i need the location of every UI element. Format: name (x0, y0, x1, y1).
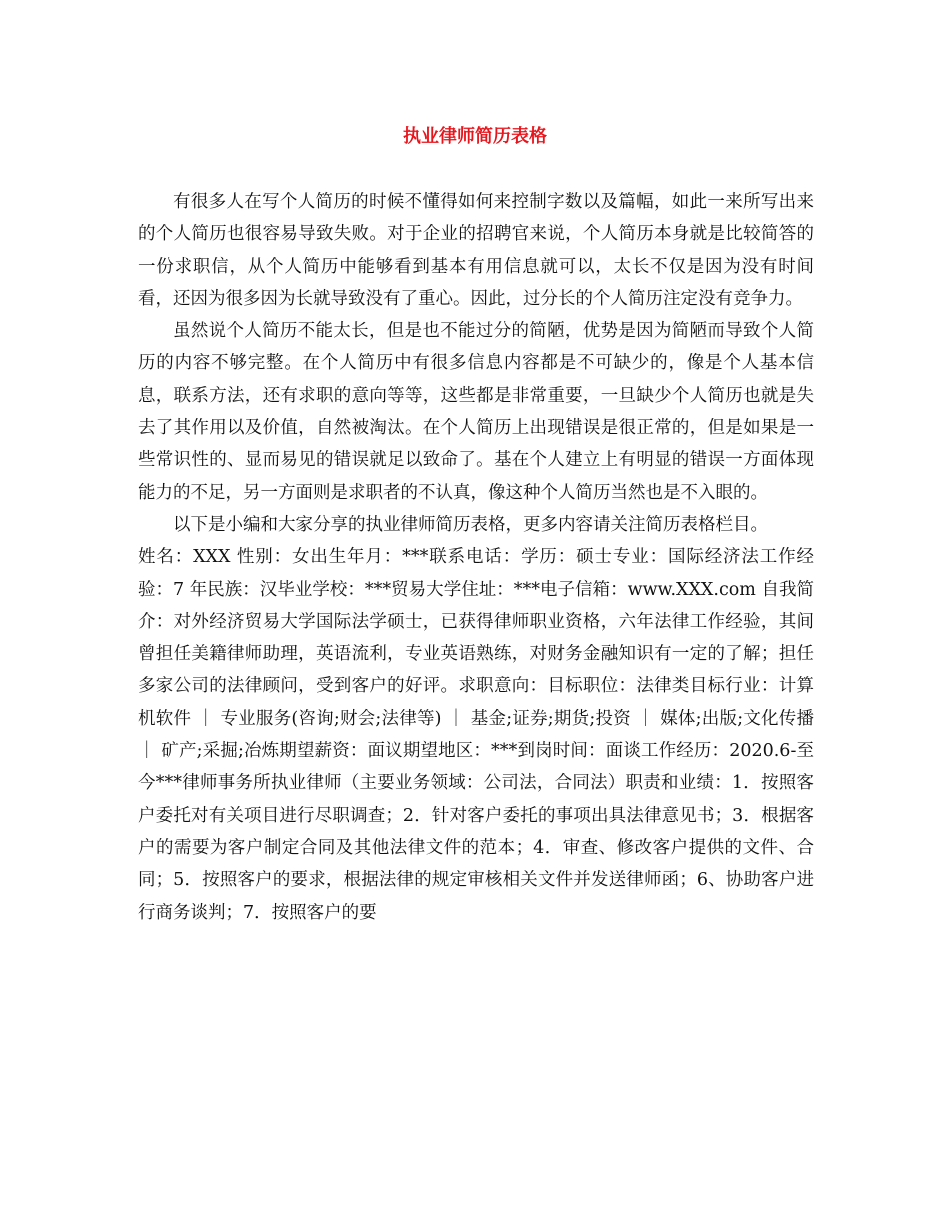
paragraph-content-completeness: 虽然说个人简历不能太长，但是也不能过分的简陋，优势是因为简陋而导致个人简历的内容不够完整。在个人简历中有很多信息内容都是不可缺少的，像是个人基本信息，联系方法，还有求职的意向等等，这些都是非常重要，一旦缺少个人简历也就是失去了其作用以及价值，自然被淘汰。在个人简历上出现错误是很正常的，但是如果是一些常识性的、显而易见的错误就足以致命了。基在个人建立上有明显的错误一方面体现能力的不足，另一方面则是求职者的不认真，像这种个人简历当然也是不入眼的。 (138, 321, 814, 503)
paragraph-share-note: 以下是小编和大家分享的执业律师简历表格，更多内容请关注简历表格栏目。 (173, 514, 768, 535)
document-body (138, 186, 814, 929)
paragraph-intro: 有很多人在写个人简历的时候不懂得如何来控制字数以及篇幅，如此一来所写出来的个人简历也很容易导致失败。对于企业的招聘官来说，个人简历本身就是比较简答的一份求职信，从个人简历中能够看到基本有用信息就可以，太长不仅是因为没有时间看，还因为很多因为长就导致没有了重心。因此，过分长的个人简历注定没有竞争力。 (138, 192, 814, 309)
paragraph-resume-details: 姓名：XXX 性别：女出生年月：***联系电话：学历：硕士专业：国际经济法工作经验：7 年民族：汉毕业学校：***贸易大学住址：***电子信箱：www.XXX.com 自我简介：对外经济贸易大学国际法学硕士，已获得律师职业资格，六年法律工作经验，其间曾担任美籍律师助理，英语流利，专业英语熟练，对财务金融知识有一定的了解；担任多家公司的法律顾问，受到客户的好评。求职意向：目标职位：法律类目标行业：计算机软件 ｜ 专业服务(咨询;财会;法律等) ｜ 基金;证券;期货;投资 ｜ 媒体;出版;文化传播 ｜ 矿产;采掘;冶炼期望薪资：面议期望地区：***到岗时间：面谈工作经历：2020.6-至今***律师事务所执业律师（主要业务领域：公司法，合同法）职责和业绩：1．按照客户委托对有关项目进行尽职调查；2．针对客户委托的事项出具法律意见书；3．根据客户的需要为客户制定合同及其他法律文件的范本；4．审查、修改客户提供的文件、合同；5．按照客户的要求，根据法律的规定审核相关文件并发送律师函；6、协助客户进行商务谈判；7．按照客户的要 (138, 547, 814, 923)
document-title: 执业律师简历表格 (403, 126, 547, 147)
